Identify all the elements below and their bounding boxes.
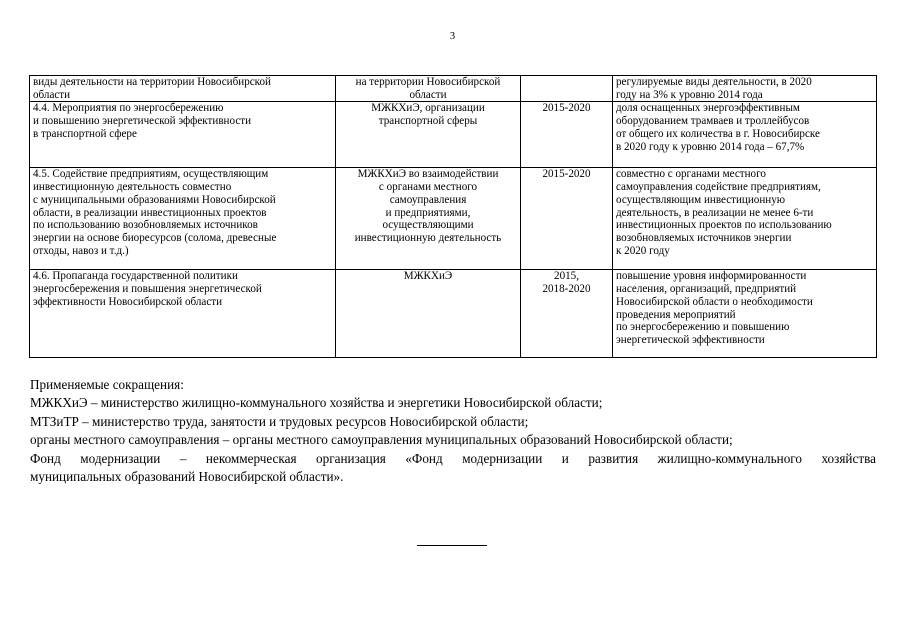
table-cell-col3 bbox=[521, 102, 613, 168]
table-cell-col1 bbox=[30, 76, 336, 102]
cell-text-line: доля оснащенных энергоэффективным bbox=[616, 102, 800, 115]
cell-text-line: совместно с органами местного bbox=[616, 168, 766, 181]
cell-text-line: МЖКХиЭ во взаимодействии bbox=[357, 168, 499, 181]
table-cell-col1 bbox=[30, 168, 336, 270]
cell-text-line: области, в реализации инвестиционных проектов bbox=[33, 206, 267, 219]
cell-text-line: 2015, bbox=[554, 270, 579, 283]
table-cell-col4 bbox=[613, 76, 877, 102]
cell-text-line: оборудованием трамваев и троллейбусов bbox=[616, 115, 810, 128]
cell-text-line: эффективности Новосибирской области bbox=[33, 295, 223, 308]
cell-text-line: инвестиционную деятельность совместно bbox=[33, 181, 232, 194]
cell-text-line: к 2020 году bbox=[616, 244, 670, 257]
cell-text-line: области bbox=[33, 88, 71, 101]
cell-text-line: 2015-2020 bbox=[542, 168, 591, 181]
table-cell-col2 bbox=[336, 102, 521, 168]
table-row bbox=[30, 168, 877, 270]
cell-text-line: МЖКХиЭ, организации bbox=[371, 102, 485, 115]
table-cell-col1 bbox=[30, 270, 336, 358]
cell-text-line: виды деятельности на территории Новосибирской bbox=[33, 76, 271, 88]
cell-text-line: населения, организаций, предприятий bbox=[616, 283, 797, 296]
cell-text-line: проведения мероприятий bbox=[616, 308, 736, 321]
cell-text-line: и предприятиями, bbox=[385, 206, 471, 219]
cell-text-line: с органами местного bbox=[378, 181, 478, 194]
page-number: 3 bbox=[449, 31, 456, 42]
cell-text-line: от общего их количества в г. Новосибирске bbox=[616, 127, 820, 140]
table-cell-col3 bbox=[521, 76, 613, 102]
cell-text-line: 4.5. Содействие предприятиям, осуществляющим bbox=[33, 168, 269, 181]
cell-text-line: на территории Новосибирской bbox=[355, 76, 501, 88]
abbreviation-mtzitr: МТЗиТР – министерство труда, занятости и трудовых ресурсов Новосибирской области; bbox=[30, 413, 529, 429]
table-cell-col4 bbox=[613, 270, 877, 358]
cell-text-line: и повышению энергетической эффективности bbox=[33, 115, 252, 128]
cell-text-line: самоуправления содействие предприятиям, bbox=[616, 181, 821, 194]
abbreviation-fund-line1: Фонд модернизации – некоммерческая организация «Фонд модернизации и развития жилищно-коммунального хозяйства bbox=[30, 450, 876, 466]
table-cell-col2 bbox=[336, 76, 521, 102]
cell-text-line: в транспортной сфере bbox=[33, 127, 137, 140]
abbreviation-fund-line2: муниципальных образований Новосибирской области». bbox=[30, 469, 344, 485]
table-cell-col1 bbox=[30, 102, 336, 168]
abbreviations-block bbox=[30, 376, 876, 486]
cell-text-line: энергосбережения и повышения энергетической bbox=[33, 283, 262, 296]
table-cell-col2 bbox=[336, 270, 521, 358]
abbreviation-local-government: органы местного самоуправления – органы местного самоуправления муниципальных образований Новосибирской области; bbox=[30, 432, 733, 448]
cell-text-line: в 2020 году к уровню 2014 года – 67,7% bbox=[616, 140, 805, 153]
cell-text-line: самоуправления bbox=[389, 193, 467, 206]
table-cell-col4 bbox=[613, 168, 877, 270]
cell-text-line: осуществляющим инвестиционную bbox=[616, 193, 786, 206]
table-cell-col2 bbox=[336, 168, 521, 270]
cell-text-line: году на 3% к уровню 2014 года bbox=[616, 88, 763, 101]
cell-text-line: области bbox=[409, 88, 447, 101]
cell-text-line: инвестиционную деятельность bbox=[354, 231, 502, 244]
table-cell-col3 bbox=[521, 270, 613, 358]
cell-text-line: 2018-2020 bbox=[542, 283, 591, 296]
cell-text-line: инвестиционных проектов по использованию bbox=[616, 219, 832, 232]
cell-text-line: осуществляющими bbox=[382, 219, 474, 232]
abbreviations-title: Применяемые сокращения: bbox=[30, 377, 184, 392]
cell-text-line: МЖКХиЭ bbox=[403, 270, 453, 283]
table-row bbox=[30, 270, 877, 358]
cell-text-line: по использованию возобновляемых источников bbox=[33, 219, 258, 232]
cell-text-line: Новосибирской области о необходимости bbox=[616, 295, 813, 308]
end-separator-line bbox=[417, 545, 487, 546]
cell-text-line: 4.4. Мероприятия по энергосбережению bbox=[33, 102, 224, 115]
cell-text-line: энергетической эффективности bbox=[616, 333, 765, 346]
cell-text-line: отходы, навоз и т.д.) bbox=[33, 244, 129, 257]
cell-text-line: транспортной сферы bbox=[378, 115, 478, 128]
cell-text-line: 4.6. Пропаганда государственной политики bbox=[33, 270, 238, 283]
cell-text-line: повышение уровня информированности bbox=[616, 270, 807, 283]
abbreviation-mzhkhie: МЖКХиЭ – министерство жилищно-коммунального хозяйства и энергетики Новосибирской области; bbox=[30, 395, 603, 411]
cell-text-line: возобновляемых источников энергии bbox=[616, 231, 792, 244]
table-row bbox=[30, 76, 877, 102]
table-cell-col4 bbox=[613, 102, 877, 168]
cell-text-line: деятельность, в реализации не менее 6-ти bbox=[616, 206, 814, 219]
cell-text-line: регулируемые виды деятельности, в 2020 bbox=[616, 76, 812, 88]
cell-text-line: по энергосбережению и повышению bbox=[616, 321, 790, 334]
table-row bbox=[30, 102, 877, 168]
cell-text-line: с муниципальными образованиями Новосибирской bbox=[33, 193, 276, 206]
table-cell-col3 bbox=[521, 168, 613, 270]
measures-table bbox=[29, 75, 877, 358]
cell-text-line: энергии на основе биоресурсов (солома, древесные bbox=[33, 231, 277, 244]
cell-text-line: 2015-2020 bbox=[542, 102, 591, 115]
